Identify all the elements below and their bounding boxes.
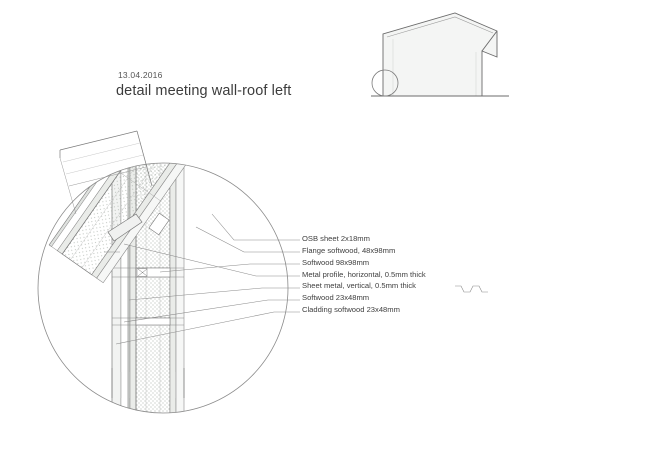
annotation-cladding: Cladding softwood 23x48mm [302, 305, 400, 315]
annotation-metal-profile: Metal profile, horizontal, 0.5mm thick [302, 269, 426, 279]
drawing-title: detail meeting wall-roof left [116, 83, 292, 99]
drawing-date: 13.04.2016 [118, 70, 163, 80]
annotation-sheet-metal: Sheet metal, vertical, 0.5mm thick [302, 281, 416, 291]
annotation-osb: OSB sheet 2x18mm [302, 234, 370, 243]
title-block [116, 70, 291, 99]
annotation-softwood-98: Softwood 98x98mm [302, 257, 370, 267]
annotation-softwood-23: Softwood 23x48mm [302, 293, 370, 303]
annotation-list [302, 233, 512, 316]
annotation-flange: Flange softwood, 48x98mm [302, 245, 396, 255]
